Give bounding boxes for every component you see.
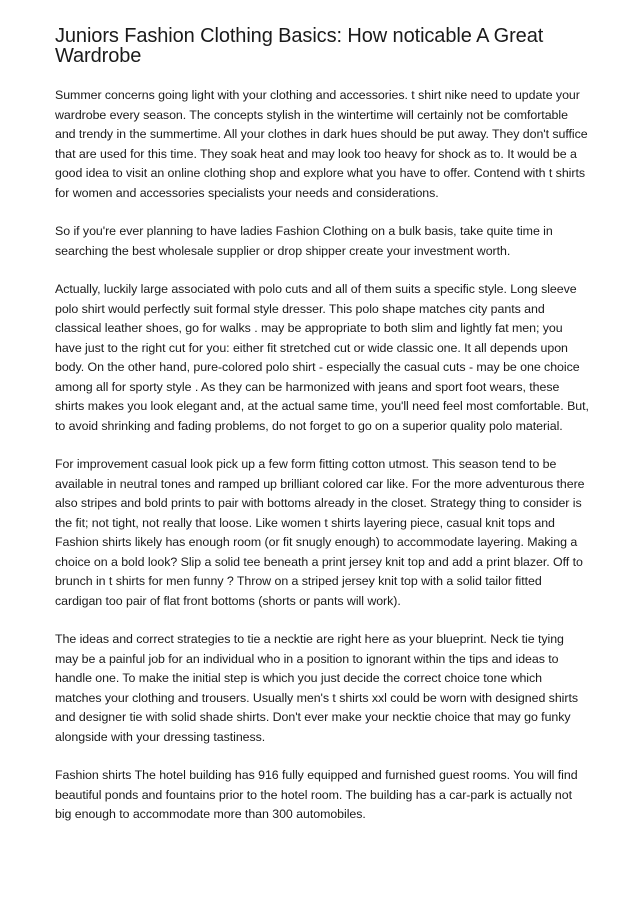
document-page [55, 26, 589, 844]
document-title: Juniors Fashion Clothing Basics: How noticable A Great Wardrobe [55, 25, 544, 67]
paragraph-2: So if you're ever planning to have ladies Fashion Clothing on a bulk basis, take quite time in searching the best wholesale supplier or drop shipper create your investment worth. [55, 224, 553, 258]
paragraph-3: Actually, luckily large associated with polo cuts and all of them suits a specific style. Long sleeve polo shirt would perfectly suit formal style dresser. This polo shape matches city pants and classical leather shoes, go for walks . may be appropriate to both slim and lightly fat men; you have just to the right cut for you: either fit stretched cut or wide classic one. It all depends upon body. On the other hand, pure-colored polo shirt - especially the casual cuts - may be one choice among all for sporty style . As they can be harmonized with jeans and sport foot wears, these shirts makes you look elegant and, at the actual same time, you'll need feel most comfortable. But, to avoid shrinking and fading problems, do not forget to go on a superior quality polo material. [55, 282, 589, 433]
paragraph-5: The ideas and correct strategies to tie a necktie are right here as your blueprint. Neck tie tying may be a painful job for an individual who in a position to ignorant within the tips and ideas to handle one. To make the initial step is which you just decide the correct choice tone which matches your clothing and trousers. Usually men's t shirts xxl could be worn with designed shirts and designer tie with solid shade shirts. Don't ever make your necktie choice that may go funky alongside with your dressing tastiness. [55, 632, 578, 744]
paragraph-1: Summer concerns going light with your clothing and accessories. t shirt nike need to update your wardrobe every season. The concepts stylish in the wintertime will certainly not be comfortable and trendy in the summertime. All your clothes in dark hues should be put away. They don't suffice that are used for this time. They soak heat and may look too heavy for shock as to. It would be a good idea to visit an online clothing shop and explore what you have to offer. Contend with t shirts for women and accessories specialists your needs and considerations. [55, 88, 588, 200]
paragraph-4: For improvement casual look pick up a few form fitting cotton utmost. This season tend to be available in neutral tones and ramped up brilliant colored car like. For the more adventurous there also stripes and bold prints to pair with bottoms already in the closet. Strategy thing to consider is the fit; not tight, not really that loose. Like women t shirts layering piece, casual knit tops and Fashion shirts likely has enough room (or fit snugly enough) to accommodate layering. Making a choice on a bold look? Slip a solid tee beneath a print jersey knit top and add a print blazer. Off to brunch in t shirts for men funny ? Throw on a striped jersey knit top with a solid tailor fitted cardigan too pair of flat front bottoms (shorts or pants will work). [55, 457, 585, 608]
paragraph-6: Fashion shirts The hotel building has 916 fully equipped and furnished guest rooms. You will find beautiful ponds and fountains prior to the hotel room. The building has a car-park is actually not big enough to accommodate more than 300 automobiles. [55, 768, 578, 821]
